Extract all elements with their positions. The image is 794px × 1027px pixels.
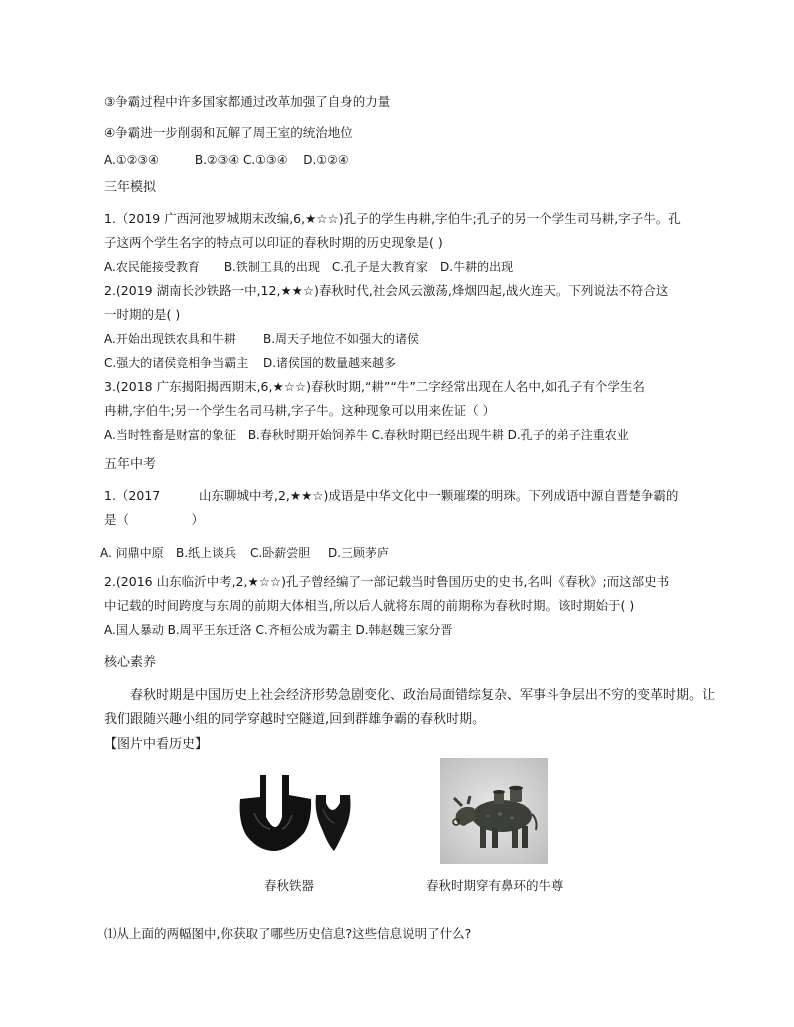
- wunian-question-1-option-b: B.纸上谈兵: [176, 546, 237, 560]
- wunian-question-1-number: 1.（2017: [104, 488, 161, 503]
- intro-options: A.①②③④ B.②③④ C.①③④ D.①②④: [104, 153, 349, 167]
- question-2-line-1: 2.(2019 湖南长沙铁路一中,12,★★☆)春秋时代,社会风云激荡,烽烟四起,战火连天。下列说法不符合这: [104, 283, 669, 298]
- question-3-options: A.当时牲畜是财富的象征 B.春秋时期开始饲养牛 C.春秋时期已经出现牛耕 D.孔子的弟子注重农业: [104, 428, 629, 442]
- hexin-paragraph-line-1: 春秋时期是中国历史上社会经济形势急剧变化、政治局面错综复杂、军事斗争层出不穷的变革时期。让: [130, 688, 716, 703]
- question-2-option-d: D.诸侯国的数量越来越多: [263, 356, 397, 370]
- hexin-subsection-title: 【图片中看历史】: [104, 737, 209, 752]
- hexin-question-1: ⑴从上面的两幅图中,你获取了哪些历史信息?这些信息说明了什么?: [104, 926, 472, 941]
- wunian-question-1-option-d: D.三顾茅庐: [328, 546, 390, 560]
- wunian-question-2-options: A.国人暴动 B.周平王东迁洛 C.齐桓公成为霸主 D.韩赵魏三家分晋: [104, 623, 453, 637]
- section-title-wunian: 五年中考: [104, 457, 157, 472]
- ox-zun-image: [440, 758, 548, 864]
- wunian-question-1-option-c: C.卧薪尝胆: [250, 546, 311, 560]
- iron-tools-illustration: [226, 765, 366, 860]
- question-2-option-b: B.周天子地位不如强大的诸侯: [263, 332, 420, 346]
- question-2-option-a: A.开始出现铁农具和牛耕: [104, 332, 236, 346]
- question-2-line-2: 一时期的是( ): [104, 307, 181, 322]
- iron-tools-image: [226, 765, 366, 860]
- wunian-question-2-line-2: 中记载的时间跨度与东周的前期大体相当,所以后人就将东周的前期称为春秋时期。该时期始于( ): [104, 598, 635, 613]
- wunian-question-1-option-a: A. 问鼎中原: [100, 546, 164, 560]
- hexin-paragraph-line-2: 我们跟随兴趣小组的同学穿越时空隧道,回到群雄争霸的春秋时期。: [104, 712, 486, 727]
- wunian-question-2-line-1: 2.(2016 山东临沂中考,2,★☆☆)孔子曾经编了一部记载当时鲁国历史的史书,名叫《春秋》;而这部史书: [104, 574, 670, 589]
- ox-zun-illustration: [440, 758, 548, 864]
- question-2-option-c: C.强大的诸侯竞相争当霸主: [104, 356, 249, 370]
- question-1-line-2: 子这两个学生名字的特点可以印证的春秋时期的历史现象是( ): [104, 235, 443, 250]
- question-3-line-1: 3.(2018 广东揭阳揭西期末,6,★☆☆)春秋时期,“耕”“牛”二字经常出现在人名中,如孔子有个学生名: [104, 379, 645, 394]
- section-title-hexin: 核心素养: [104, 655, 157, 670]
- intro-item-3: ③争霸过程中许多国家都通过改革加强了自身的力量: [104, 94, 391, 109]
- section-title-sannian: 三年模拟: [104, 180, 157, 195]
- wunian-question-1-line-1: 山东聊城中考,2,★★☆)成语是中华文化中一颗璀璨的明珠。下列成语中源自晋楚争霸的: [199, 488, 679, 503]
- wunian-question-1-line-2: 是（ ）: [104, 512, 205, 527]
- question-3-line-2: 冉耕,字伯牛;另一个学生名司马耕,字子牛。这种现象可以用来佐证（ ）: [104, 403, 496, 418]
- question-1-options: A.农民能接受教育 B.铁制工具的出现 C.孔子是大教育家 D.牛耕的出现: [104, 260, 514, 274]
- caption-ox-zun: 春秋时期穿有鼻环的牛尊: [426, 878, 564, 893]
- caption-iron-tools: 春秋铁器: [264, 878, 315, 893]
- question-1-line-1: 1.（2019 广西河池罗城期末改编,6,★☆☆)孔子的学生冉耕,字伯牛;孔子的另一个学生司马耕,字子牛。孔: [104, 211, 681, 226]
- intro-item-4: ④争霸进一步削弱和瓦解了周王室的统治地位: [104, 125, 353, 140]
